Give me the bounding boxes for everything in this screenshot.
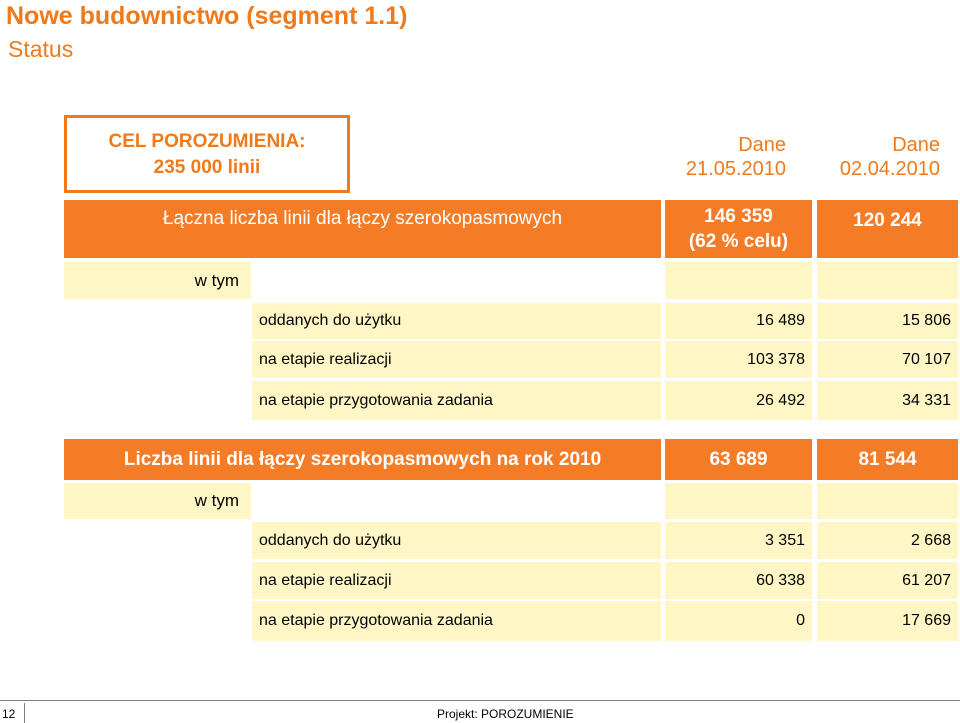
- row-label-text: na etapie realizacji: [259, 571, 392, 589]
- section2-wtym-blank-1: [665, 483, 812, 519]
- section2-value-1-text: 63 689: [709, 449, 768, 470]
- section2-row-value-1: [665, 562, 812, 599]
- row-value-text: 70 107: [902, 350, 951, 368]
- section1-row-label: [252, 303, 661, 339]
- row-value-text: 103 378: [747, 350, 805, 368]
- row-value-text: 61 207: [902, 571, 951, 589]
- row-label-text: oddanych do użytku: [259, 312, 402, 329]
- section2-row-value-2: [817, 601, 958, 641]
- row-value-text: 60 338: [756, 571, 805, 589]
- section1-wtym: [64, 262, 251, 299]
- page-title: Nowe budownictwo (segment 1.1): [6, 2, 408, 30]
- column-header-1-date: 21.05.2010: [685, 158, 786, 180]
- section2-row-value-2: [817, 522, 958, 559]
- row-value-text: 17 669: [902, 612, 951, 629]
- row-value-text: 26 492: [756, 391, 805, 409]
- section2-row-value-1: [665, 601, 812, 641]
- section2-row-label: [252, 562, 661, 599]
- section2-value-1: [665, 439, 812, 480]
- section1-row-label: [252, 381, 661, 420]
- goal-label: CEL POROZUMIENIA:: [108, 131, 306, 152]
- column-header-1-label: Dane: [738, 134, 786, 156]
- section1-row-value-1: [665, 341, 812, 378]
- section1-value-1-number: 146 359: [704, 206, 773, 227]
- footer-separator: [24, 703, 25, 723]
- section2-wtym-blank-2: [817, 483, 958, 519]
- row-label-text: na etapie przygotowania zadania: [259, 391, 493, 409]
- section2-wtym-label: w tym: [194, 491, 239, 510]
- section1-wtym-blank-1: [665, 262, 812, 299]
- section2-row-label: [252, 522, 661, 559]
- row-label-text: na etapie przygotowania zadania: [259, 612, 493, 629]
- row-value-text: 2 668: [910, 531, 951, 549]
- section1-row-label: [252, 341, 661, 378]
- section1-value-1-percent: (62 % celu): [688, 231, 789, 252]
- section1-row-value-2: [817, 381, 958, 420]
- row-value-text: 34 331: [902, 391, 951, 409]
- column-header-2: [790, 133, 940, 181]
- column-header-2-label: Dane: [892, 134, 940, 156]
- goal-box: [64, 115, 350, 193]
- row-value-text: 3 351: [764, 531, 805, 549]
- section1-row-value-2: [817, 341, 958, 378]
- row-value-text: 0: [796, 612, 805, 629]
- section2-row-label: [252, 601, 661, 641]
- section1-value-2-text: 120 244: [853, 210, 922, 231]
- section2-title: Liczba linii dla łączy szerokopasmowych na rok 2010: [123, 448, 602, 470]
- column-header-2-date: 02.04.2010: [839, 158, 940, 180]
- section2-row-value-2: [817, 562, 958, 599]
- page-subtitle: Status: [8, 36, 74, 62]
- footer-divider: [0, 700, 960, 701]
- section1-wtym-label: w tym: [194, 270, 239, 290]
- column-header-1: [640, 133, 786, 181]
- section1-wtym-blank-2: [817, 262, 958, 299]
- section1-title: Łączna liczba linii dla łączy szerokopasmowych: [162, 208, 563, 229]
- goal-value: 235 000 linii: [153, 157, 261, 178]
- row-label-text: oddanych do użytku: [259, 531, 402, 549]
- footer-project: Projekt: POROZUMIENIE: [437, 707, 574, 721]
- section2-value-2: [817, 439, 958, 480]
- section2-header: [64, 439, 661, 480]
- section2-value-2-text: 81 544: [858, 449, 917, 470]
- section1-row-value-2: [817, 303, 958, 339]
- page-number: 12: [2, 707, 16, 721]
- section1-value-2: [817, 200, 958, 258]
- row-value-text: 15 806: [902, 312, 951, 329]
- row-label-text: na etapie realizacji: [259, 350, 392, 368]
- section1-row-value-1: [665, 381, 812, 420]
- section1-row-value-1: [665, 303, 812, 339]
- section1-value-1: [665, 200, 812, 258]
- section1-header: [64, 200, 661, 258]
- section2-row-value-1: [665, 522, 812, 559]
- row-value-text: 16 489: [756, 312, 805, 329]
- section2-wtym: [64, 483, 251, 519]
